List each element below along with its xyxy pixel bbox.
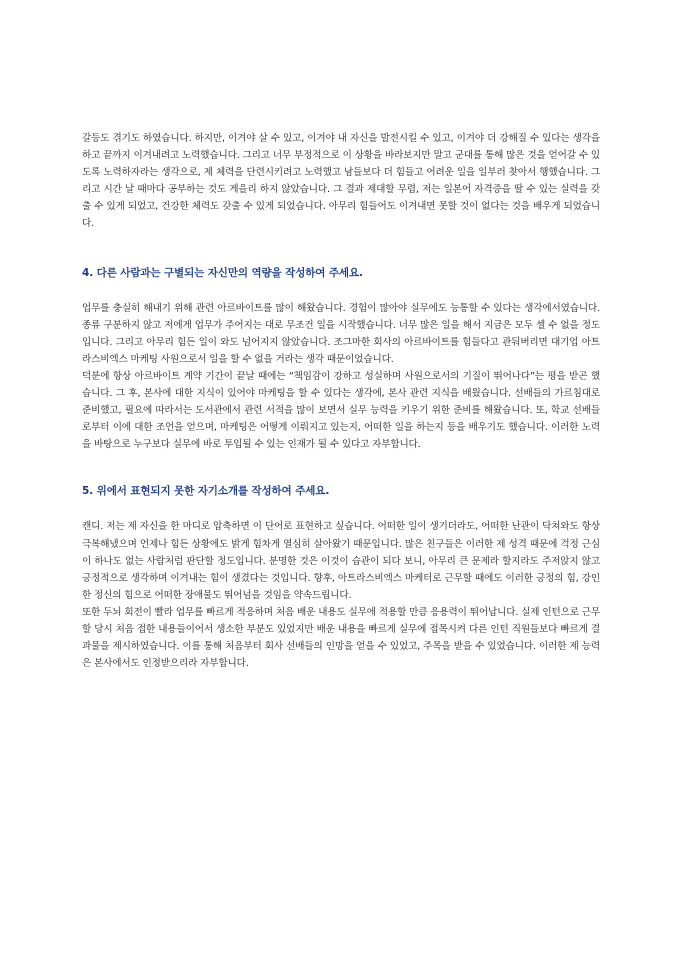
document-page	[82, 130, 600, 672]
section5-paragraph-1: 캔디. 저는 제 자신을 한 마디로 압축하면 이 단어로 표현하고 싶습니다. 어떠한 일이 생기더라도, 어떠한 난관이 닥쳐와도 항상 극복해냈으며 언제나 힘든 상황에도 밝게 힘차게 열심히 살아왔기 때문입니다. 많은 친구들은 이러한 제 성격 때문에 걱정 근심이 하나도 없는 사람처럼 판단할 정도입니다. 분명한 것은 이것이 습관이 되다 보니, 아무리 큰 문제라 할지라도 주저앉지 않고 긍정적으로 생각하며 이겨내는 힘이 생겼다는 것입니다. 향후, 아트라스비엑스 마케터로 근무할 때에도 이러한 긍정의 힘, 강인한 정신의 힘으로 어떠한 장애물도 뛰어넘을 것임을 약속드립니다.	[82, 521, 600, 601]
section4-paragraph-1: 업무를 충실히 해내기 위해 관련 아르바이트를 많이 해왔습니다. 경험이 많아야 실무에도 능통할 수 있다는 생각에서였습니다. 종류 구분하지 않고 저에게 업무가 주어지는 대로 무조건 일을 시작했습니다. 너무 많은 일을 해서 지금은 모두 셀 수 없을 정도입니다. 그리고 아무리 힘든 일이 와도 넘어지지 않았습니다. 조그마한 회사의 아르바이트를 힘들다고 관둬버리면 대기업 아트라스비엑스 마케팅 사원으로서 일을 할 수 없을 거라는 생각 때문이었습니다.	[82, 302, 600, 365]
section3-paragraph-1: 갈등도 겪기도 하였습니다. 하지만, 이겨야 살 수 있고, 이겨야 내 자신을 발전시킬 수 있고, 이겨야 더 강해질 수 있다는 생각을 하고 끝까지 이겨내려고 노력했습니다. 그리고 너무 부정적으로 이 상황을 바라보지만 말고 군대를 통해 많은 것을 얻어갈 수 있도록 노력하자라는 생각으로, 제 체력을 단련시키려고 노력했고 남들보다 더 힘들고 어려운 일을 일부러 찾아서 행했습니다. 그리고 시간 날 때마다 공부하는 것도 게을리 하지 않았습니다. 그 결과 제대할 무렵, 저는 일본어 자격증을 딸 수 있는 실력을 갖출 수 있게 되었고, 건강한 체력도 갖출 수 있게 되었습니다. 아무리 힘들어도 이겨내면 못할 것이 없다는 것을 배우게 되었습니다.	[82, 133, 600, 230]
question-5-heading: 5. 위에서 표현되지 못한 자기소개를 작성하여 주세요.	[82, 485, 330, 498]
section4-paragraph-2: 덕분에 항상 아르바이트 계약 기간이 끝날 때에는 “책임감이 강하고 성실하며 사원으로서의 기질이 뛰어나다”는 평을 받곤 했습니다. 그 후, 본사에 대한 지식이 있어야 마케팅을 할 수 있다는 생각에, 본사 관련 지식을 배웠습니다. 선배들의 가르침대로 준비했고, 필요에 따라서는 도서관에서 관련 서적을 많이 보면서 실무 능력을 키우기 위한 준비를 해왔습니다. 또, 학교 선배들로부터 이에 대한 조언을 얻으며, 마케팅은 어떻게 이뤄지고 있는지, 어떠한 일을 하는지 등을 배우기도 했습니다. 이러한 노력을 바탕으로 누구보다 실무에 바로 투입될 수 있는 인재가 될 수 있다고 자부합니다.	[82, 370, 600, 451]
section5-paragraph-2: 또한 두뇌 회전이 빨라 업무를 빠르게 적응하며 처음 배운 내용도 실무에 적용할 만큼 응용력이 뛰어납니다. 실제 인턴으로 근무할 당시 처음 접한 내용들이어서 생소한 부분도 있었지만 배운 내용을 빠르게 실무에 접목시켜 다른 인턴 직원들보다 빠르게 결과물을 제시하였습니다. 이를 통해 처음부터 회사 선배들의 인망을 얻을 수 있었고, 주목을 받을 수 있었습니다. 이러한 제 능력은 본사에서도 인정받으리라 자부합니다.	[82, 606, 600, 670]
question-4-heading: 4. 다른 사람과는 구별되는 자신만의 역량을 작성하여 주세요.	[82, 266, 363, 279]
